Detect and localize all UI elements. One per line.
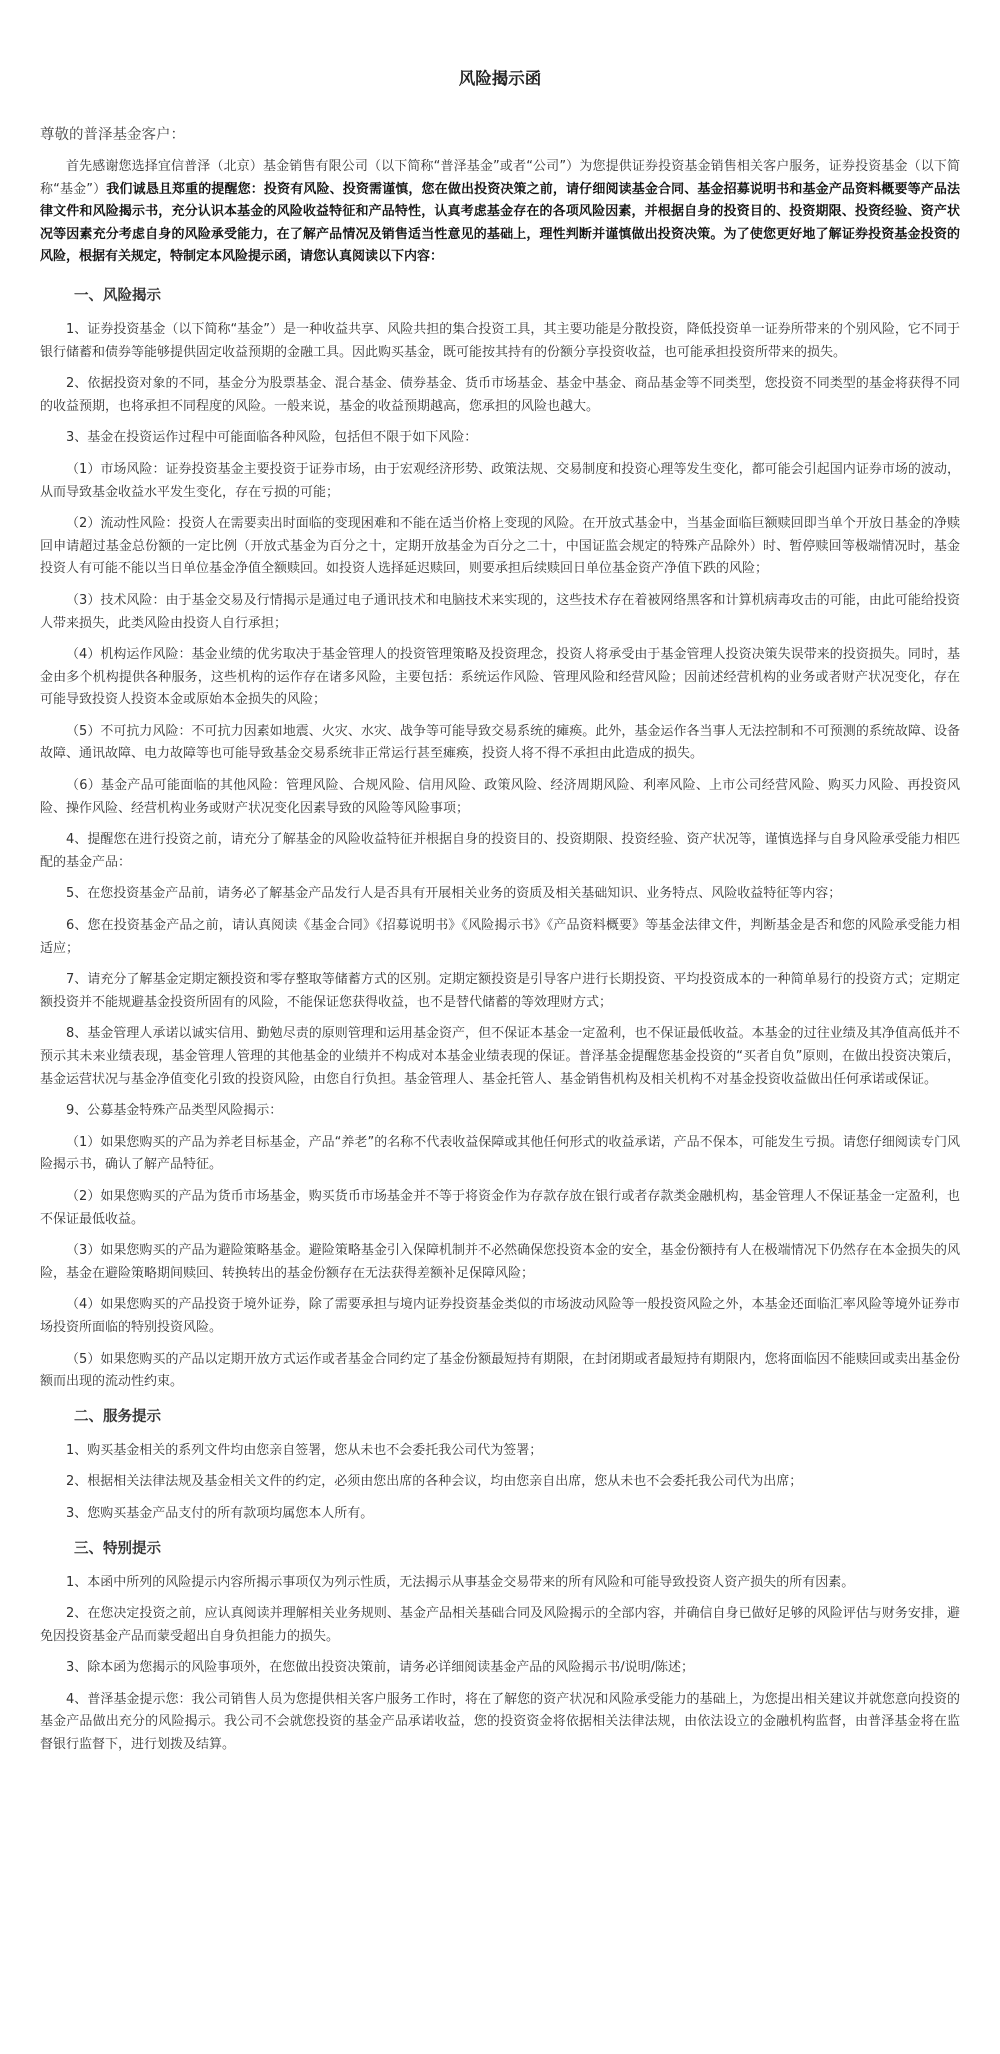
section-paragraph: 1、购买基金相关的系列文件均由您亲自签署，您从未也不会委托我公司代为签署；	[66, 1442, 543, 1458]
section-paragraph: （3）如果您购买的产品为避险策略基金。避险策略基金引入保障机制并不必然确保您投资本金的安全，基金份额持有人在极端情况下仍然存在本金损失的风险，基金在避险策略期间赎回、转换转出的基金份额存在无法获得差额补足保障风险；	[40, 1243, 960, 1281]
section-paragraph: 5、在您投资基金产品前，请务必了解基金产品发行人是否具有开展相关业务的资质及相关基础知识、业务特点、风险收益特征等内容；	[66, 886, 842, 902]
special-tips-section	[40, 1538, 960, 1757]
section-paragraph: 2、依据投资对象的不同，基金分为股票基金、混合基金、债券基金、货币市场基金、基金中基金、商品基金等不同类型，您投资不同类型的基金将获得不同的收益预期，也将承担不同程度的风险。一般来说，基金的收益预期越高，您承担的风险也越大。	[40, 376, 960, 414]
section-paragraph: 2、在您决定投资之前，应认真阅读并理解相关业务规则、基金产品相关基础合同及风险揭示的全部内容，并确信自身已做好足够的风险评估与财务安排，避免因投资基金产品而蒙受超出自身负担能力的损失。	[40, 1606, 960, 1644]
section-paragraph: （5）不可抗力风险：不可抗力因素如地震、火灾、水灾、战争等可能导致交易系统的瘫痪。此外，基金运作各当事人无法控制和不可预测的系统故障、设备故障、通讯故障、电力故障等也可能导致基金交易系统非正常运行甚至瘫痪，投资人将不得不承担由此造成的损失。	[40, 723, 960, 762]
section-paragraph: 3、除本函为您揭示的风险事项外，在您做出投资决策前，请务必详细阅读基金产品的风险揭示书/说明/陈述；	[66, 1660, 695, 1676]
sections-container	[40, 285, 960, 1757]
intro-paragraph	[40, 156, 960, 269]
section-paragraph: 4、提醒您在进行投资之前，请充分了解基金的风险收益特征并根据自身的投资目的、投资期限、投资经验、资产状况等，谨慎选择与自身风险承受能力相匹配的基金产品：	[40, 832, 960, 870]
section-paragraph: 4、普泽基金提示您：我公司销售人员为您提供相关客户服务工作时，将在了解您的资产状况和风险承受能力的基础上，为您提出相关建议并就您意向投资的基金产品做出充分的风险揭示。我公司不会就您投资的基金产品承诺收益，您的投资资金将依据相关法律法规，由依法设立的金融机构监督，由普泽基金将在监督银行监督下，进行划拨及结算。	[40, 1691, 960, 1753]
section-paragraph: 8、基金管理人承诺以诚实信用、勤勉尽责的原则管理和运用基金资产，但不保证本基金一定盈利，也不保证最低收益。本基金的过往业绩及其净值高低并不预示其未来业绩表现，基金管理人管理的其他基金的业绩并不构成对本基金业绩表现的保证。普泽基金提醒您基金投资的“买者自负”原则，在做出投资决策后，基金运营状况与基金净值变化引致的投资风险，由您自行负担。基金管理人、基金托管人、基金销售机构及相关机构不对基金投资收益做出任何承诺或保证。	[40, 1026, 960, 1087]
intro-bold-text: 我们诚恳且郑重的提醒您：投资有风险、投资需谨慎，您在做出投资决策之前，请仔细阅读基金合同、基金招募说明书和基金产品资料概要等产品法律文件和风险揭示书，充分认识本基金的风险收益特征和产品特性，认真考虑基金存在的各项风险因素，并根据自身的投资目的、投资期限、投资经验、资产状况等因素充分考虑自身的风险承受能力，在了解产品情况及销售适当性意见的基础上，理性判断并谨慎做出投资决策。为了使您更好地了解证券投资基金投资的风险，根据有关规定，特制定本风险提示函，请您认真阅读以下内容：	[40, 181, 960, 265]
section-paragraph: （4）如果您购买的产品投资于境外证券，除了需要承担与境内证券投资基金类似的市场波动风险等一般投资风险之外，本基金还面临汇率风险等境外证券市场投资所面临的特别投资风险。	[40, 1297, 960, 1335]
section-paragraph: 3、您购买基金产品支付的所有款项均属您本人所有。	[66, 1505, 374, 1521]
risk-disclosure-section	[40, 285, 960, 1394]
section-paragraph: 9、公募基金特殊产品类型风险揭示：	[66, 1103, 283, 1119]
section-paragraph: 1、证券投资基金（以下简称“基金”）是一种收益共享、风险共担的集合投资工具，其主要功能是分散投资，降低投资单一证券所带来的个别风险，它不同于银行储蓄和债券等能够提供固定收益预期的金融工具。因此购买基金，既可能按其持有的份额分享投资收益，也可能承担投资所带来的损失。	[40, 321, 960, 360]
section-paragraph: （6）基金产品可能面临的其他风险：管理风险、合规风险、信用风险、政策风险、经济周期风险、利率风险、上市公司经营风险、购买力风险、再投资风险、操作风险、经营机构业务或财产状况变化因素导致的风险等风险事项；	[40, 778, 960, 816]
section-paragraph: （3）技术风险：由于基金交易及行情揭示是通过电子通讯技术和电脑技术来实现的，这些技术存在着被网络黑客和计算机病毒攻击的可能，由此可能给投资人带来损失，此类风险由投资人自行承担；	[40, 592, 960, 631]
section-paragraph: 3、基金在投资运作过程中可能面临各种风险，包括但不限于如下风险：	[66, 430, 478, 446]
section-paragraph: （5）如果您购买的产品以定期开放方式运作或者基金合同约定了基金份额最短持有期限，在封闭期或者最短持有期限内，您将面临因不能赎回或卖出基金份额而出现的流动性约束。	[40, 1351, 960, 1390]
section-paragraph: （4）机构运作风险：基金业绩的优劣取决于基金管理人的投资管理策略及投资理念，投资人将承受由于基金管理人投资决策失误带来的投资损失。同时，基金由多个机构提供各种服务，这些机构的运作存在诸多风险，主要包括：系统运作风险、管理风险和经营风险；因前述经营机构的业务或者财产状况变化，存在可能导致投资人投资本金或原始本金损失的风险；	[40, 647, 960, 708]
service-tips-section	[40, 1406, 960, 1526]
section-paragraph: （2）流动性风险：投资人在需要卖出时面临的变现困难和不能在适当价格上变现的风险。在开放式基金中，当基金面临巨额赎回即当单个开放日基金的净赎回申请超过基金总份额的一定比例（开放式基金为百分之十，定期开放基金为百分之二十，中国证监会规定的特殊产品除外）时、暂停赎回等极端情况时，基金投资人有可能不能以当日单位基金净值全额赎回。如投资人选择延迟赎回，则要承担后续赎回日单位基金资产净值下跌的风险；	[40, 516, 960, 577]
section-paragraph: 2、根据相关法律法规及基金相关文件的约定，必须由您出席的各种会议，均由您亲自出席，您从未也不会委托我公司代为出席；	[66, 1474, 803, 1490]
intro-normal-text: 首先感谢您选择宜信普泽（北京）基金销售有限公司（以下简称“普泽基金”或者“公司”）为您提供证券投资基金销售相关客户服务，证券投资基金（以下简称“基金”）	[40, 159, 960, 197]
document-title: 风险揭示函	[458, 69, 542, 88]
section-title: 二、服务提示	[74, 1408, 161, 1425]
section-title: 一、风险揭示	[74, 287, 161, 304]
section-paragraph: 1、本函中所列的风险提示内容所揭示事项仅为列示性质，无法揭示从事基金交易带来的所有风险和可能导致投资人资产损失的所有因素。	[66, 1574, 855, 1590]
section-paragraph: （2）如果您购买的产品为货币市场基金，购买货币市场基金并不等于将资金作为存款存放在银行或者存款类金融机构，基金管理人不保证基金一定盈利，也不保证最低收益。	[40, 1188, 960, 1227]
section-paragraph: （1）市场风险：证券投资基金主要投资于证券市场，由于宏观经济形势、政策法规、交易制度和投资心理等发生变化，都可能会引起国内证券市场的波动，从而导致基金收益水平发生变化，存在亏损的可能；	[40, 461, 960, 500]
section-paragraph: 7、请充分了解基金定期定额投资和零存整取等储蓄方式的区别。定期定额投资是引导客户进行长期投资、平均投资成本的一种简单易行的投资方式；定期定额投资并不能规避基金投资所固有的风险，不能保证您获得收益，也不是替代储蓄的等效理财方式；	[40, 972, 960, 1010]
salutation: 尊敬的普泽基金客户：	[40, 127, 185, 143]
section-paragraph: 6、您在投资基金产品之前，请认真阅读《基金合同》《招募说明书》《风险揭示书》《产品资料概要》等基金法律文件，判断基金是否和您的风险承受能力相适应；	[40, 918, 960, 956]
section-paragraph: （1）如果您购买的产品为养老目标基金，产品“养老”的名称不代表收益保障或其他任何形式的收益承诺，产品不保本，可能发生亏损。请您仔细阅读专门风险揭示书，确认了解产品特征。	[40, 1134, 960, 1173]
section-title: 三、特别提示	[74, 1540, 161, 1557]
